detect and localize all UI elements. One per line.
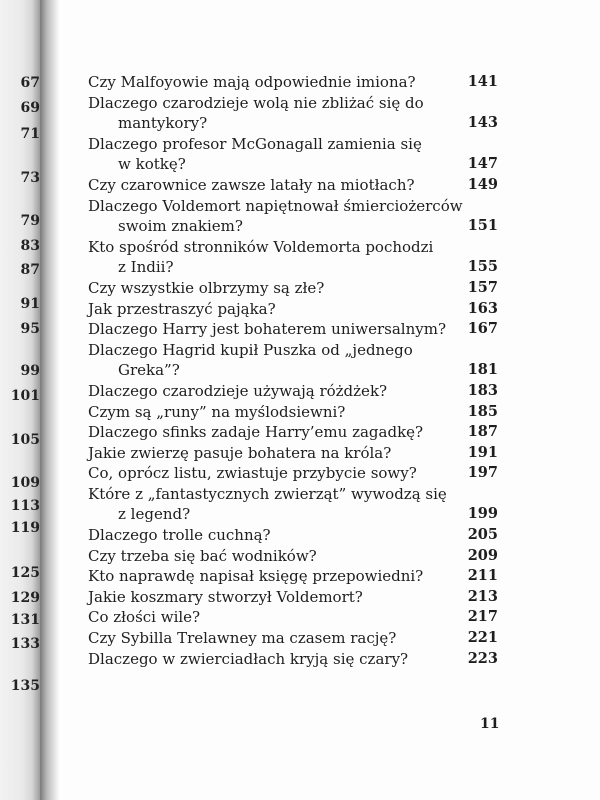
- toc-entry-page: 217: [467, 608, 498, 626]
- toc-entry-title: Co, oprócz listu, zwiastuje przybycie sowy?: [88, 464, 417, 483]
- left-page-number: 135: [10, 678, 40, 694]
- toc-entry-page: 183: [467, 381, 498, 399]
- toc-entry-page: 197: [467, 464, 498, 482]
- toc-entry: [88, 72, 498, 93]
- toc-entry-page: 209: [467, 546, 498, 564]
- toc-entry-page: 157: [467, 278, 498, 296]
- toc-entry: [88, 237, 498, 278]
- toc-entry-page: 167: [467, 320, 498, 338]
- toc-entry-page: 187: [467, 423, 498, 441]
- left-page-number: 83: [20, 238, 40, 254]
- toc-entry-title: Czy czarownice zawsze latały na miotłach?: [88, 175, 415, 194]
- toc-entry-page: 163: [467, 299, 498, 317]
- toc-entry: [88, 463, 498, 484]
- left-page-number: 87: [20, 262, 40, 278]
- left-page-number: 79: [20, 213, 40, 229]
- toc-entry-title: Dlaczego Hagrid kupił Puszka od „jednego: [88, 340, 413, 359]
- toc-entry-title: Czy trzeba się bać wodników?: [88, 546, 317, 565]
- left-page-number: 73: [20, 170, 40, 186]
- toc-entry-title: Greka”?: [118, 361, 180, 380]
- toc-entry-page: 181: [467, 361, 498, 379]
- page-number: 11: [480, 716, 500, 732]
- left-page-number: 69: [20, 100, 40, 116]
- toc-entry: [88, 607, 498, 628]
- toc-entry: [88, 546, 498, 567]
- toc-entry: [88, 484, 498, 525]
- toc-entry-title: Kto spośród stronników Voldemorta pochodzi: [88, 237, 434, 256]
- toc-entry-title: Które z „fantastycznych zwierząt” wywodzą się: [88, 484, 447, 503]
- toc-entry-page: 141: [467, 73, 498, 90]
- toc-entry-title: Co złości wile?: [88, 608, 201, 627]
- toc-entry-page: 143: [467, 114, 498, 132]
- toc-entry-title: Czy Malfoyowie mają odpowiednie imiona?: [88, 73, 416, 91]
- toc-entry-title: Dlaczego Harry jest bohaterem uniwersalnym?: [88, 320, 447, 339]
- toc-entry: [88, 299, 498, 320]
- toc-entry-title: Dlaczego sfinks zadaje Harry’emu zagadkę?: [88, 423, 424, 442]
- toc-entry-page: 211: [467, 567, 498, 585]
- toc-entry-page: 191: [467, 443, 498, 461]
- toc-entry: [88, 422, 498, 443]
- toc-entry: [88, 628, 498, 649]
- toc-entry-title: z Indii?: [118, 258, 174, 277]
- toc-entry: [88, 93, 498, 134]
- toc-entry-title: Dlaczego czarodzieje używają różdżek?: [88, 381, 388, 400]
- toc-entry-title: Dlaczego czarodzieje wolą nie zbliżać się do: [88, 93, 424, 112]
- toc-entry: [88, 134, 498, 175]
- toc-entry-title: Jak przestraszyć pająka?: [88, 299, 276, 318]
- toc-entry: [88, 319, 498, 340]
- toc-entry-title: mantykory?: [118, 114, 208, 133]
- toc-entry-title: Jakie zwierzę pasuje bohatera na króla?: [88, 443, 392, 462]
- toc-entry-page: 149: [467, 175, 498, 193]
- toc-entry: [88, 525, 498, 546]
- toc-entry-title: Dlaczego w zwierciadłach kryją się czary?: [88, 649, 409, 668]
- left-page-number: 109: [10, 475, 40, 491]
- toc-entry: [88, 443, 498, 464]
- table-of-contents: [88, 72, 498, 669]
- toc-entry-title: Kto naprawdę napisał księgę przepowiedni?: [88, 567, 424, 586]
- toc-entry: [88, 196, 498, 237]
- toc-entry: [88, 566, 498, 587]
- toc-entry-page: 205: [467, 526, 498, 544]
- left-page-number: 113: [10, 498, 40, 514]
- left-page-number: 99: [20, 363, 40, 379]
- toc-entry-page: 199: [467, 505, 498, 523]
- left-page-number: 67: [20, 75, 40, 91]
- toc-entry-page: 223: [467, 649, 498, 667]
- left-page-number: 91: [20, 296, 40, 312]
- toc-entry-page: 155: [467, 258, 498, 276]
- toc-entry: [88, 340, 498, 381]
- toc-entry-page: 221: [467, 629, 498, 647]
- toc-entry-page: 147: [467, 155, 498, 173]
- left-page-edge: [0, 0, 40, 800]
- toc-entry-title: swoim znakiem?: [118, 217, 243, 236]
- toc-entry-title: Czy wszystkie olbrzymy są złe?: [88, 278, 325, 297]
- toc-entry-title: Czym są „runy” na myślodsiewni?: [88, 402, 346, 421]
- toc-entry-page: 185: [467, 402, 498, 420]
- toc-entry-title: Czy Sybilla Trelawney ma czasem rację?: [88, 629, 397, 648]
- toc-entry-title: z legend?: [118, 505, 191, 524]
- toc-entry-title: Dlaczego profesor McGonagall zamienia się: [88, 134, 422, 153]
- toc-entry: [88, 381, 498, 402]
- left-page-number: 131: [10, 612, 40, 628]
- left-page-number: 101: [10, 388, 40, 404]
- left-page-number: 125: [10, 565, 40, 581]
- left-page-number: 95: [20, 321, 40, 337]
- toc-entry-page: 213: [467, 587, 498, 605]
- left-page-number: 105: [10, 432, 40, 448]
- left-page-number: 119: [10, 520, 40, 536]
- toc-entry-title: w kotkę?: [118, 155, 186, 174]
- toc-entry: [88, 402, 498, 423]
- toc-entry-page: 151: [467, 217, 498, 235]
- toc-entry: [88, 587, 498, 608]
- left-page-number: 129: [10, 590, 40, 606]
- toc-entry: [88, 649, 498, 670]
- book-gutter: [40, 0, 60, 800]
- left-page-number: 71: [20, 126, 40, 142]
- toc-entry: [88, 175, 498, 196]
- toc-entry: [88, 278, 498, 299]
- toc-entry-title: Dlaczego trolle cuchną?: [88, 526, 271, 545]
- toc-entry-title: Dlaczego Voldemort napiętnował śmierciożerców: [88, 196, 463, 215]
- left-page-number: 133: [10, 636, 40, 652]
- toc-entry-title: Jakie koszmary stworzył Voldemort?: [88, 587, 363, 606]
